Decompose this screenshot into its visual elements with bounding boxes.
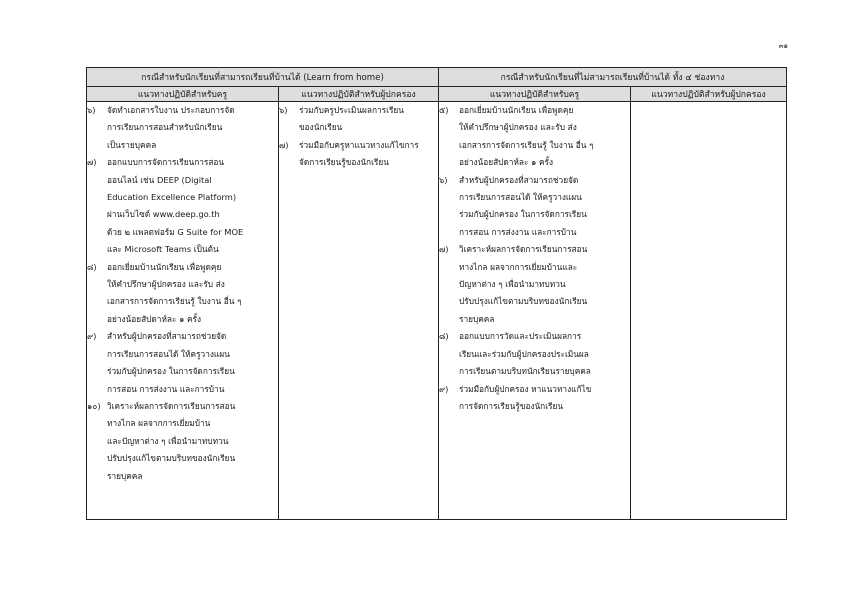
item-text-line: ให้คำปรึกษาผู้ปกครอง และรับ ส่ง (459, 122, 577, 133)
item-number: ๑๐) (87, 400, 101, 411)
item-text-line: การสอน การส่งงาน และการบ้าน (459, 226, 577, 237)
item-text-line: อย่างน้อยสัปดาห์ละ ๑ ครั้ง (107, 313, 202, 324)
list-item (439, 328, 630, 380)
item-text-line: Education Excellence Platform) (107, 192, 237, 203)
item-number: ๖) (87, 105, 96, 115)
item-number: ๘) (439, 331, 449, 342)
group-header-learn-from-home: กรณีสำหรับนักเรียนที่สามารถเรียนที่บ้านได้ (Learn from home) (87, 68, 439, 87)
item-text-line: ออกเยี่ยมบ้านนักเรียน เพื่อพูดคุย (107, 261, 222, 272)
item-text-line: ออกแบบการจัดการเรียนการสอน (107, 157, 225, 168)
list-item (87, 154, 278, 258)
group-header-row (87, 68, 787, 87)
item-text-line: และปัญหาต่าง ๆ เพื่อนำมาทบทวน (107, 435, 229, 446)
item-text-line: ร่วมกับผู้ปกครอง ในการจัดการเรียน (459, 209, 587, 220)
item-text-line: วิเคราะห์ผลการจัดการเรียนการสอน (459, 244, 588, 255)
item-text-line: ทางไกล ผลจากการเยี่ยมบ้าน (107, 418, 211, 429)
list-item (87, 398, 278, 485)
item-text-line: การจัดการเรียนรู้ของนักเรียน (459, 400, 564, 411)
item-text-line: วิเคราะห์ผลการจัดการเรียนการสอน (107, 400, 236, 411)
column-header-teacher-other: แนวทางปฏิบัติสำหรับครู (439, 87, 631, 102)
group-header-cannot-learn-at-home: กรณีสำหรับนักเรียนที่ไม่สามารถเรียนที่บ้านได้ ทั้ง ๔ ช่องทาง (439, 68, 787, 87)
table-body-row (87, 102, 787, 520)
item-text-line: ให้คำปรึกษาผู้ปกครอง และรับ ส่ง (107, 279, 225, 290)
item-text-line: การเรียนการสอนได้ ให้ครูวางแผน (107, 348, 230, 359)
list-item (279, 137, 438, 172)
item-text-line: เรียนและร่วมกับผู้ปกครองประเมินผล (459, 348, 589, 359)
cell-parent-home (279, 102, 439, 520)
item-number: ๕) (439, 105, 449, 115)
item-text-line: ผ่านเว็บไซต์ www.deep.go.th (107, 209, 220, 220)
item-text-line: ปรับปรุงแก้ไขตามบริบทของนักเรียน (107, 453, 236, 464)
list-item (87, 102, 278, 154)
item-text-line: ของนักเรียน (299, 122, 343, 133)
item-number: ๙) (87, 331, 97, 342)
item-text-line: จัดการเรียนรู้ของนักเรียน (299, 157, 389, 168)
item-text-line: การสอน การส่งงาน และการบ้าน (107, 383, 225, 394)
cell-parent-other (631, 102, 787, 520)
item-text-line: ปรับปรุงแก้ไขตามบริบทของนักเรียน (459, 296, 588, 307)
item-number: ๙) (439, 383, 449, 394)
item-text-line: เอกสารการจัดการเรียนรู้ ใบงาน อื่น ๆ (459, 139, 594, 150)
teacher-other-list (439, 102, 630, 415)
teacher-home-list (87, 102, 278, 485)
item-text-line: เอกสารการจัดการเรียนรู้ ใบงาน อื่น ๆ (107, 296, 242, 307)
item-text-line: อย่างน้อยสัปดาห์ละ ๑ ครั้ง (459, 157, 554, 168)
item-text-line: รายบุคคล (107, 470, 143, 481)
item-text-line: ร่วมมือกับครูหาแนวทางแก้ไขการ (299, 139, 419, 150)
item-number: ๗) (279, 139, 289, 150)
list-item (87, 259, 278, 329)
list-item (87, 328, 278, 398)
cell-teacher-home (87, 102, 279, 520)
item-number: ๘) (87, 261, 97, 272)
item-text-line: ปัญหาต่าง ๆ เพื่อนำมาทบทวน (459, 279, 566, 290)
column-header-row (87, 87, 787, 102)
item-number: ๗) (439, 244, 449, 255)
item-text-line: และ Microsoft Teams เป็นต้น (107, 244, 219, 255)
item-text-line: ออนไลน์ เช่น DEEP (Digital (107, 174, 212, 185)
list-item (439, 241, 630, 328)
item-text-line: เป็นรายบุคคล (107, 139, 157, 150)
item-number: ๖) (439, 174, 448, 185)
item-text-line: จัดทำเอกสารใบงาน ประกอบการจัด (107, 105, 235, 115)
list-item (439, 102, 630, 172)
item-text-line: สำหรับผู้ปกครองที่สามารถช่วยจัด (459, 174, 579, 185)
page-number: ๓๑ (778, 42, 788, 50)
item-text-line: การเรียนตามบริบทนักเรียนรายบุคคล (459, 366, 591, 377)
item-text-line: ออกเยี่ยมบ้านนักเรียน เพื่อพูดคุย (459, 105, 574, 115)
item-text-line: การเรียนการสอนได้ ให้ครูวางแผน (459, 192, 582, 203)
column-header-parent-home: แนวทางปฏิบัติสำหรับผู้ปกครอง (279, 87, 439, 102)
item-text-line: ออกแบบการวัดและประเมินผลการ (459, 331, 582, 342)
list-item (279, 102, 438, 137)
item-text-line: สำหรับผู้ปกครองที่สามารถช่วยจัด (107, 331, 227, 342)
item-text-line: การเรียนการสอนสำหรับนักเรียน (107, 122, 223, 133)
item-text-line: ร่วมมือกับผู้ปกครอง หาแนวทางแก้ไข (459, 383, 592, 394)
item-text-line: ทางไกล ผลจากการเยี่ยมบ้านและ (459, 261, 578, 272)
item-text-line: ด้วย ๒ แพลตฟอร์ม G Suite for MOE (107, 226, 244, 237)
list-item (439, 172, 630, 242)
parent-home-list (279, 102, 438, 172)
item-text-line: ร่วมกับครูประเมินผลการเรียน (299, 105, 404, 115)
guidelines-table (86, 67, 787, 520)
column-header-teacher-home: แนวทางปฏิบัติสำหรับครู (87, 87, 279, 102)
column-header-parent-other: แนวทางปฏิบัติสำหรับผู้ปกครอง (631, 87, 787, 102)
cell-teacher-other (439, 102, 631, 520)
list-item (439, 381, 630, 416)
item-number: ๖) (279, 105, 288, 115)
item-text-line: รายบุคคล (459, 313, 495, 324)
item-number: ๗) (87, 157, 97, 168)
item-text-line: ร่วมกับผู้ปกครอง ในการจัดการเรียน (107, 366, 235, 377)
